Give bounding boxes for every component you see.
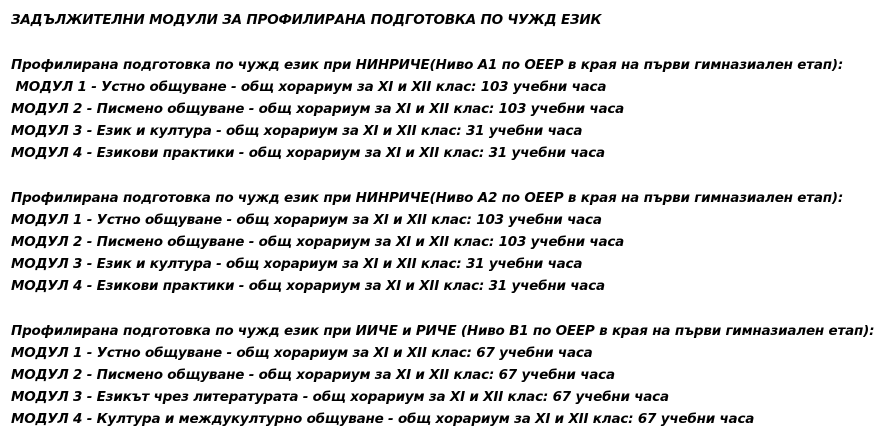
section-heading: Профилирана подготовка по чужд език при НИНРИЧЕ(Ниво А2 по ОЕЕР в края на първи гимназиален етап): xyxy=(11,190,844,206)
section-a2 xyxy=(11,187,889,297)
module-line: МОДУЛ 4 - Езикови практики - общ хорариум за XI и XII клас: 31 учебни часа xyxy=(11,145,605,161)
section-b1 xyxy=(11,320,889,430)
module-line: МОДУЛ 4 - Езикови практики - общ хорариум за XI и XII клас: 31 учебни часа xyxy=(11,278,605,294)
module-line: МОДУЛ 4 - Култура и междукултурно общуване - общ хорариум за XI и XII клас: 67 учебни часа xyxy=(11,411,755,427)
module-line: МОДУЛ 1 - Устно общуване - общ хорариум за XI и XII клас: 67 учебни часа xyxy=(11,345,593,361)
module-line: МОДУЛ 2 - Писмено общуване - общ хорариум за XI и XII клас: 103 учебни часа xyxy=(11,234,625,250)
module-line: МОДУЛ 1 - Устно общуване - общ хорариум за XI и XII клас: 103 учебни часа xyxy=(11,212,602,228)
module-line: МОДУЛ 3 - Езикът чрез литературата - общ хорариум за XI и XII клас: 67 учебни часа xyxy=(11,389,669,405)
document-title: ЗАДЪЛЖИТЕЛНИ МОДУЛИ ЗА ПРОФИЛИРАНА ПОДГОТОВКА ПО ЧУЖД ЕЗИК xyxy=(11,12,602,28)
module-line: МОДУЛ 1 - Устно общуване - общ хорариум за XI и XII клас: 103 учебни часа xyxy=(11,79,607,95)
section-a1 xyxy=(11,54,889,164)
section-heading: Профилирана подготовка по чужд език при ИИЧЕ и РИЧЕ (Ниво В1 по ОЕЕР в края на първи гимназиален етап): xyxy=(11,323,875,339)
module-line: МОДУЛ 2 - Писмено общуване - общ хорариум за XI и XII клас: 67 учебни часа xyxy=(11,367,615,383)
document xyxy=(11,9,889,430)
module-line: МОДУЛ 3 - Език и култура - общ хорариум за XI и XII клас: 31 учебни часа xyxy=(11,256,583,272)
section-heading: Профилирана подготовка по чужд език при НИНРИЧЕ(Ниво А1 по ОЕЕР в края на първи гимназиален етап): xyxy=(11,57,844,73)
module-line: МОДУЛ 3 - Език и култура - общ хорариум за XI и XII клас: 31 учебни часа xyxy=(11,123,583,139)
module-line: МОДУЛ 2 - Писмено общуване - общ хорариум за XI и XII клас: 103 учебни часа xyxy=(11,101,625,117)
